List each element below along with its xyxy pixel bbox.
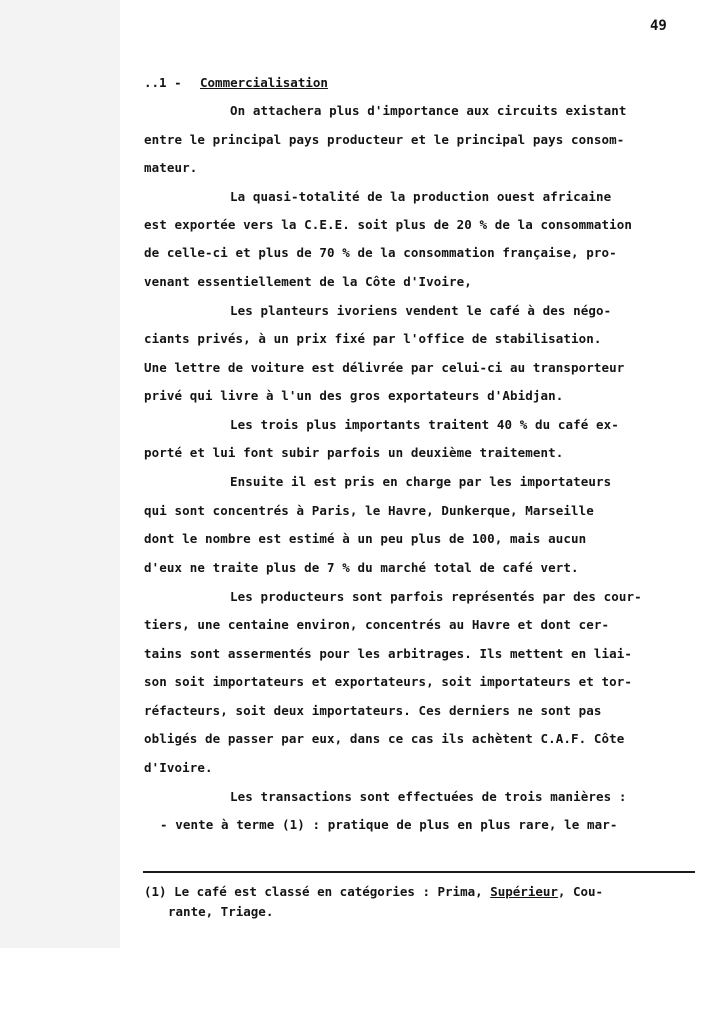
body-line: Ensuite il est pris en charge par les importateurs [230, 474, 612, 489]
footnote-line [144, 884, 603, 899]
body-line: son soit importateurs et exportateurs, soit importateurs et tor- [144, 674, 633, 689]
body-line: Les trois plus importants traitent 40 % du café ex- [230, 417, 619, 432]
body-line: obligés de passer par eux, dans ce cas ils achètent C.A.F. Côte [144, 731, 625, 746]
body-line: - vente à terme (1) : pratique de plus en plus rare, le mar- [160, 817, 618, 832]
body-line: réfacteurs, soit deux importateurs. Ces derniers ne sont pas [144, 703, 602, 718]
body-line: est exportée vers la C.E.E. soit plus de 20 % de la consommation [144, 217, 633, 232]
body-line: Les transactions sont effectuées de trois manières : [230, 789, 627, 804]
body-line: On attachera plus d'importance aux circuits existant [230, 103, 627, 118]
body-line: venant essentiellement de la Côte d'Ivoire, [144, 274, 472, 289]
footnote-divider [143, 871, 695, 873]
footnote-text: , Cou- [557, 884, 604, 899]
body-line: d'Ivoire. [144, 760, 213, 775]
body-line: Les producteurs sont parfois représentés par des cour- [230, 589, 642, 604]
body-line: ciants privés, à un prix fixé par l'office de stabilisation. [144, 331, 602, 346]
page-number: 49 [650, 18, 667, 34]
section-number: ..1 - [144, 75, 182, 90]
body-line: qui sont concentrés à Paris, le Havre, Dunkerque, Marseille [144, 503, 594, 518]
body-line: La quasi-totalité de la production ouest africaine [230, 189, 612, 204]
body-line: dont le nombre est estimé à un peu plus de 100, mais aucun [144, 531, 587, 546]
footnote-line: rante, Triage. [168, 904, 274, 919]
body-line: Une lettre de voiture est délivrée par celui-ci au transporteur [144, 360, 625, 375]
footnote-underlined-term: Supérieur [490, 884, 558, 899]
body-line: Les planteurs ivoriens vendent le café à des négo- [230, 303, 612, 318]
body-line: de celle-ci et plus de 70 % de la consommation française, pro- [144, 245, 617, 260]
body-line: tiers, une centaine environ, concentrés au Havre et dont cer- [144, 617, 610, 632]
body-line: tains sont assermentés pour les arbitrages. Ils mettent en liai- [144, 646, 633, 661]
page-margin-shade [0, 0, 120, 948]
body-line: entre le principal pays producteur et le principal pays consom- [144, 132, 625, 147]
body-line: d'eux ne traite plus de 7 % du marché total de café vert. [144, 560, 579, 575]
body-line: porté et lui font subir parfois un deuxième traitement. [144, 445, 564, 460]
section-title: Commercialisation [200, 75, 328, 90]
body-line: mateur. [144, 160, 198, 175]
footnote-text: (1) Le café est classé en catégories : Prima, [144, 884, 491, 899]
page-bottom-band [0, 948, 722, 1024]
body-line: privé qui livre à l'un des gros exportateurs d'Abidjan. [144, 388, 564, 403]
